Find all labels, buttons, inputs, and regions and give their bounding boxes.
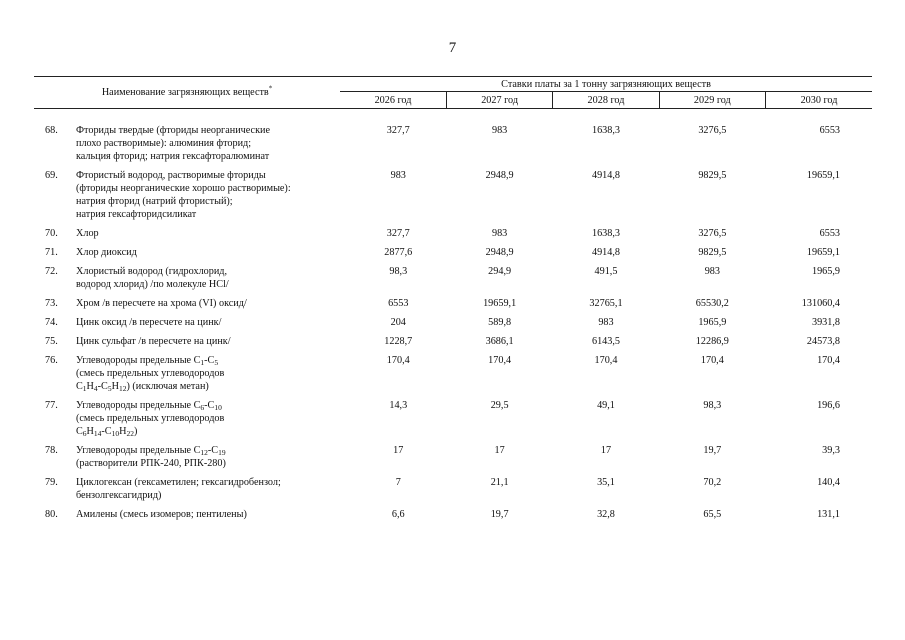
rate-value: 196,6 [817,400,840,411]
substance-name [76,399,340,438]
row-number: 68. [45,125,58,136]
substance-name [76,476,340,502]
substance-name-line: $C_1H_4-C_5H_{12}$) (исключая метан) [76,381,209,393]
substance-name-line: натрия гексафторидсиликат [76,209,197,220]
rate-value: 983 [390,170,406,181]
table-row [34,227,872,246]
substance-name [76,227,340,240]
rate-value: 17 [600,445,612,456]
rate-value: 204 [390,317,406,328]
table-row [34,297,872,316]
rate-value: 1965,9 [698,317,727,328]
rate-value: 65530,2 [695,298,729,309]
rate-value: 29,5 [490,400,509,411]
rate-value: 1228,7 [384,336,413,347]
rate-value: 140,4 [817,477,840,488]
row-number: 78. [45,445,58,456]
table-row [34,444,872,476]
table-row [34,316,872,335]
rate-value: 1965,9 [811,266,840,277]
row-number: 72. [45,266,58,277]
rate-value: 983 [491,228,508,239]
rate-value: 2877,6 [384,247,413,258]
rate-value: 170,4 [386,355,410,366]
row-number: 71. [45,247,58,258]
substance-name-line: Углеводороды предельные $C_1-C_5$ [76,355,219,367]
row-number: 74. [45,317,58,328]
substance-name-line: Циклогексан (гексаметилен; гексагидробензол; [76,477,281,488]
rate-value: 21,1 [490,477,509,488]
header-year: 2026 год [340,92,446,109]
rate-value: 6553 [388,298,409,309]
substance-name-line: Хром /в пересчете на хрома (VI) оксид/ [76,298,247,309]
header-year: 2028 год [553,92,659,109]
table-row [34,124,872,169]
rate-value: 32765,1 [589,298,623,309]
row-number: 75. [45,336,58,347]
substance-name [76,354,340,393]
row-number: 76. [45,355,58,366]
rate-value: 17 [393,445,404,456]
substance-name-line: (фториды неорганические хорошо растворимые): [76,183,291,194]
substance-name-line: кальция фторид; натрия гексафторалюминат [76,151,270,162]
rate-value: 65,5 [703,509,722,520]
header-year: 2029 год [659,92,765,109]
substance-name-line: водород хлорид) /по молекуле HCl/ [76,279,229,290]
rate-value: 170,4 [817,355,840,366]
header-year: 2030 год [766,92,872,109]
substance-name-line: Хлор диоксид [76,247,137,258]
rate-value: 19659,1 [806,247,840,258]
substance-name-line: Углеводороды предельные $C_6-C_{10}$ [76,400,222,412]
rate-value: 491,5 [594,266,618,277]
rate-value: 589,8 [488,317,512,328]
rate-value: 131,1 [817,509,840,520]
header-rates: Ставки платы за 1 тонну загрязняющих веществ [340,77,872,92]
rate-value: 9829,5 [698,170,727,181]
rate-value: 6553 [819,125,840,136]
rate-value: 17 [494,445,505,456]
rate-value: 2948,9 [485,247,514,258]
rate-value: 131060,4 [801,298,840,309]
rate-value: 1638,3 [591,125,620,136]
substance-name-line: Цинк сульфат /в пересчете на цинк/ [76,336,231,347]
rate-value: 19,7 [490,509,509,520]
row-number: 79. [45,477,58,488]
substance-name-line: бензолгексагидрид) [76,490,162,501]
substance-name [76,297,340,310]
rate-value: 3276,5 [698,125,727,136]
table-row [34,354,872,399]
row-number: 80. [45,509,58,520]
table-row [34,335,872,354]
substance-name [76,335,340,348]
header-year: 2027 год [446,92,552,109]
rate-value: 6553 [819,228,840,239]
rate-value: 170,4 [700,355,724,366]
rate-value: 7 [395,477,401,488]
table-row [34,399,872,444]
substance-name-line: $C_6H_{14}-C_{10}H_{22}$) [76,426,138,438]
rate-value: 3276,5 [698,228,727,239]
rate-value: 4914,8 [591,170,620,181]
rate-value: 170,4 [488,355,512,366]
row-number: 69. [45,170,58,181]
table-row [34,169,872,227]
header-substance-name: Наименование загрязняющих веществ* [34,77,340,109]
rate-value: 6,6 [391,509,405,520]
rate-value: 327,7 [386,125,410,136]
rate-value: 2948,9 [485,170,514,181]
table-row [34,265,872,297]
table-row [34,508,872,527]
row-number: 77. [45,400,58,411]
rate-value: 983 [598,317,614,328]
rate-value: 3931,8 [811,317,840,328]
substance-name [76,265,340,291]
rate-value: 70,2 [703,477,722,488]
substance-name-line: Амилены (смесь изомеров; пентилены) [76,509,247,520]
footnote-mark: * [268,84,273,93]
substance-name-line: Цинк оксид /в пересчете на цинк/ [76,317,222,328]
substance-name-line: (смесь предельных углеводородов [76,413,225,424]
rate-value: 14,3 [389,400,408,411]
substance-name [76,169,340,221]
rate-value: 9829,5 [698,247,727,258]
substance-name [76,124,340,163]
substance-name-line: Фтористый водород, растворимые фториды [76,170,266,181]
rate-value: 327,7 [386,228,410,239]
row-number: 70. [45,228,58,239]
rate-value: 12286,9 [695,336,729,347]
pollutant-rates-table [34,76,872,527]
rate-value: 983 [704,266,720,277]
substance-name-line: (смесь предельных углеводородов [76,368,225,379]
rate-value: 19,7 [703,445,722,456]
substance-name-line: натрия фторид (натрий фтористый); [76,196,233,207]
substance-name [76,444,340,470]
rate-value: 98,3 [389,266,408,277]
substance-name-line: плохо растворимые): алюминия фторид; [76,138,252,149]
rate-value: 1638,3 [591,228,620,239]
rate-value: 983 [491,125,508,136]
substance-name-line: Хлор [76,228,99,239]
rate-value: 19659,1 [483,298,517,309]
rate-value: 24573,8 [806,336,840,347]
rate-value: 170,4 [594,355,618,366]
rate-value: 98,3 [703,400,722,411]
page-number: 7 [448,40,457,56]
substance-name-line: Хлористый водород (гидрохлорид, [76,266,228,277]
substance-name [76,316,340,329]
substance-name [76,246,340,259]
rate-value: 32,8 [597,509,615,520]
row-number: 73. [45,298,58,309]
rate-value: 35,1 [597,477,615,488]
rate-value: 3686,1 [485,336,514,347]
substance-name-line: Углеводороды предельные $C_{12}-C_{19}$ [76,445,226,457]
substance-name-line: Фториды твердые (фториды неорганические [76,125,270,136]
rate-value: 49,1 [597,400,615,411]
rate-value: 294,9 [488,266,512,277]
table-row [34,476,872,508]
substance-name-line: (растворители РПК-240, РПК-280) [76,458,226,469]
rate-value: 4914,8 [591,247,620,258]
rate-value: 6143,5 [591,336,620,347]
table-row [34,246,872,265]
rate-value: 19659,1 [806,170,840,181]
substance-name [76,508,340,521]
rate-value: 39,3 [822,445,840,456]
